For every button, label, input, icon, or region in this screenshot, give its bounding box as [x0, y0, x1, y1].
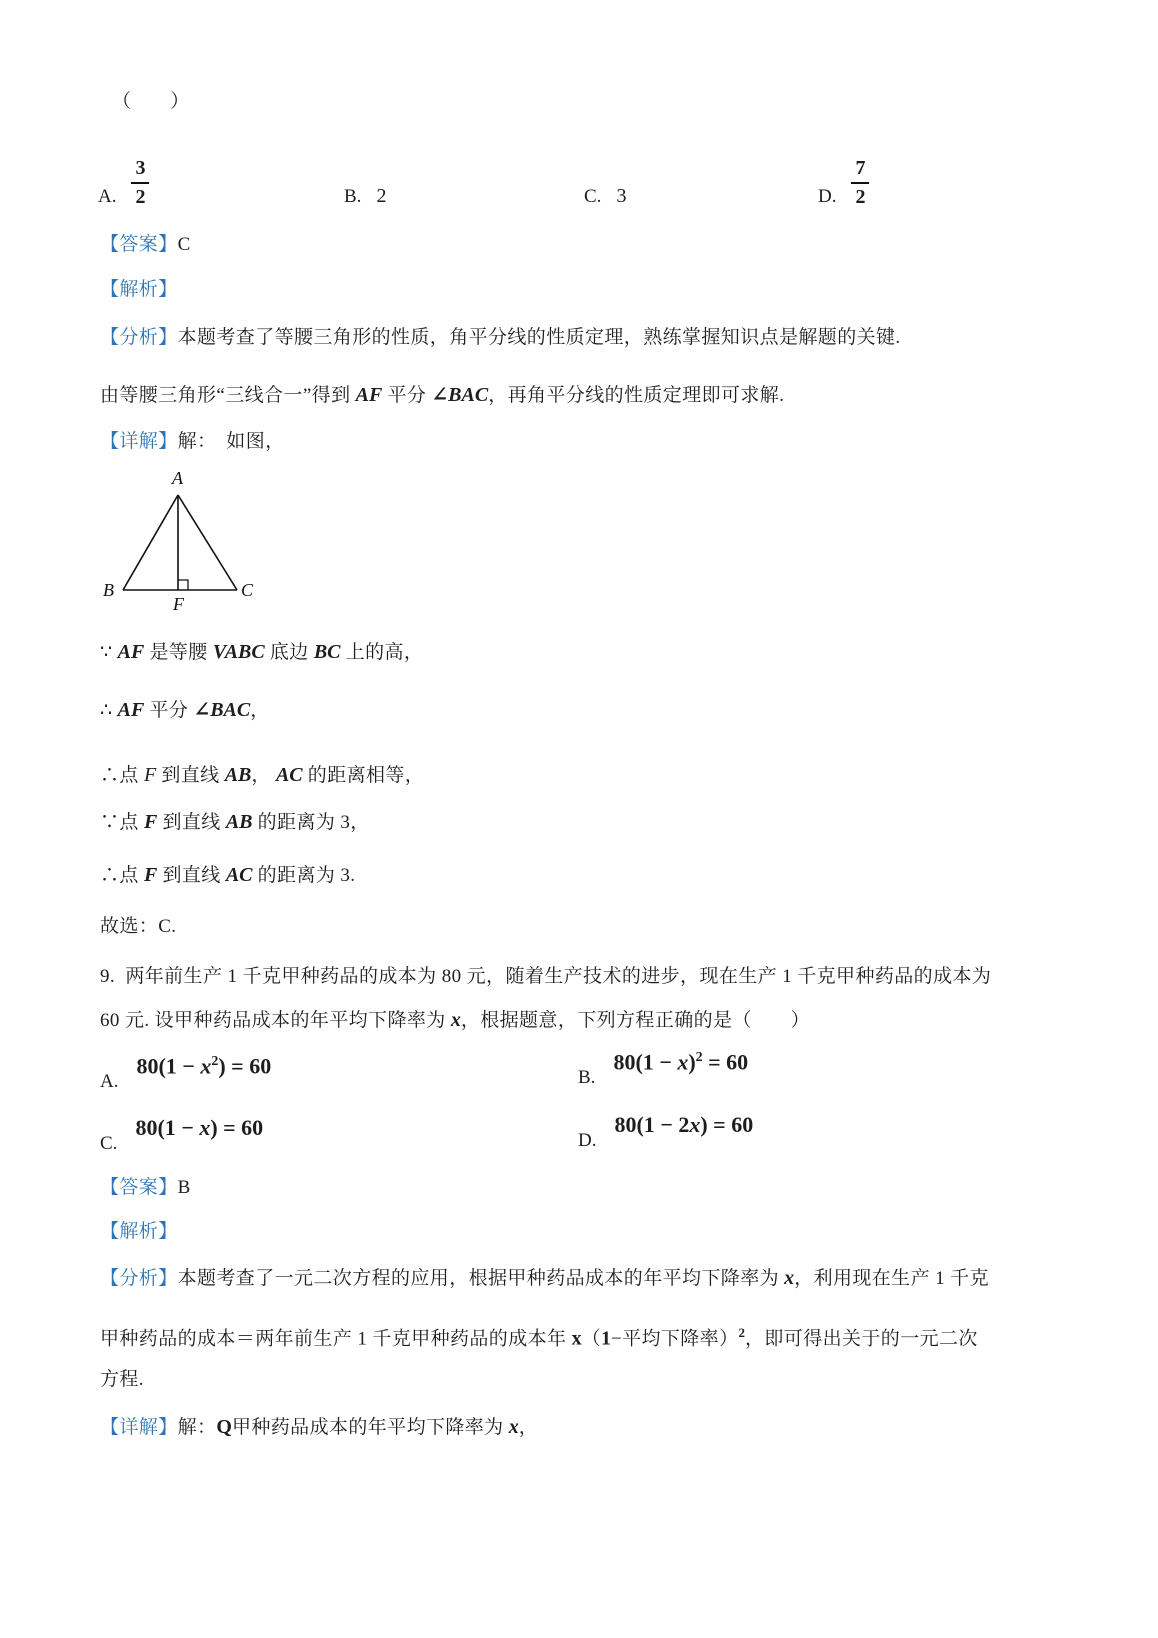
q8-option-c-value: 3 — [616, 185, 627, 207]
q8-option-a-fraction — [131, 157, 149, 208]
q9-jiexi-line: 【解析】 — [100, 1221, 178, 1242]
q9-option-b-equation: $80(1 - x)^2 = 60$ — [613, 1049, 749, 1075]
vertex-label-C: C — [241, 580, 254, 600]
q8-proof-line-2: ∴ AF 平分 ∠BAC， — [100, 699, 270, 721]
q9-fenxi-line-2: 甲种药品的成本＝两年前生产 1 千克甲种药品的成本年 x（1−平均下降率）$^2$，即可得出关于的一元二次 — [100, 1325, 978, 1350]
triangle-side-AB — [123, 495, 178, 590]
q8-answer-paren: （ ） — [112, 91, 190, 112]
triangle-side-AC — [178, 495, 237, 590]
q8-proof-line-1: ∵ AF 是等腰 VABC 底边 BC 上的高， — [100, 641, 424, 663]
q8-option-b — [344, 146, 386, 208]
q9-option-d-equation: 80(1 − 2x) = 60 — [614, 1112, 754, 1137]
q8-option-a — [98, 146, 149, 208]
q8-conclusion-line: 故选：C. — [100, 916, 177, 937]
q9-option-c-equation: 80(1 − x) = 60 — [135, 1115, 264, 1140]
q8-option-c — [584, 146, 626, 208]
q8-option-a-label: A. — [98, 186, 117, 207]
right-angle-mark — [178, 580, 188, 590]
q9-stem-line-1: 9. 两年前生产 1 千克甲种药品的成本为 80 元，随着生产技术的进步，现在生产 1 千克甲种药品的成本为 — [100, 966, 992, 987]
q9-option-b-label: B. — [578, 1067, 596, 1089]
q8-proof-line-3: ∴点 F 到直线 AB， AC 的距离相等， — [100, 764, 425, 786]
q9-option-c — [100, 1113, 263, 1155]
q9-fenxi-line-3: 方程. — [100, 1369, 144, 1390]
q9-stem-line-2: 60 元. 设甲种药品成本的年平均下降率为 x，根据题意，下列方程正确的是（ ） — [100, 1009, 811, 1031]
fraction-bar — [131, 182, 149, 184]
vertex-label-A: A — [172, 468, 183, 488]
q8-proof-line-4: ∵点 F 到直线 AB 的距离为 3， — [100, 811, 370, 833]
q9-option-a — [100, 1047, 271, 1093]
q8-proof-line-5: ∴点 F 到直线 AC 的距离为 3. — [100, 864, 356, 886]
q8-option-c-label: C. — [584, 186, 602, 207]
q8-option-b-value: 2 — [376, 185, 387, 207]
q9-detail-line: 【详解】解：Q甲种药品成本的年平均下降率为 x， — [100, 1416, 539, 1438]
q9-option-a-equation: $80(1 - x^2) = 60$ — [136, 1053, 272, 1079]
fraction-denominator: 2 — [135, 186, 146, 208]
q9-option-d-label: D. — [578, 1130, 597, 1151]
q8-fenxi-line: 【分析】本题考查了等腰三角形的性质，角平分线的性质定理，熟练掌握知识点是解题的关键. — [100, 327, 901, 348]
q9-option-d — [578, 1110, 753, 1152]
fraction-bar — [851, 182, 869, 184]
q9-option-b — [578, 1043, 748, 1089]
fraction-numerator: 3 — [135, 157, 146, 179]
fraction-numerator: 7 — [855, 157, 866, 179]
q8-answer-line: 【答案】C — [100, 234, 191, 255]
vertex-label-B: B — [103, 580, 114, 600]
q8-approach-line: 由等腰三角形“三线合一”得到 AF 平分 ∠BAC，再角平分线的性质定理即可求解. — [100, 384, 785, 406]
q9-fenxi-line-1: 【分析】本题考查了一元二次方程的应用，根据甲种药品成本的年平均下降率为 x，利用现在生产 1 千克 — [100, 1267, 989, 1289]
fraction-denominator: 2 — [855, 186, 866, 208]
q9-answer-line: 【答案】B — [100, 1177, 191, 1198]
q8-option-d-label: D. — [818, 186, 837, 207]
q9-option-a-label: A. — [100, 1071, 119, 1093]
q8-option-d-fraction — [851, 157, 869, 208]
q8-detail-line: 【详解】解： 如图， — [100, 431, 285, 452]
vertex-label-F: F — [173, 594, 184, 614]
q9-option-c-label: C. — [100, 1133, 118, 1154]
triangle-figure — [101, 452, 261, 617]
q8-jiexi-line: 【解析】 — [100, 279, 178, 300]
q8-option-d — [818, 146, 869, 208]
q8-option-b-label: B. — [344, 186, 362, 207]
